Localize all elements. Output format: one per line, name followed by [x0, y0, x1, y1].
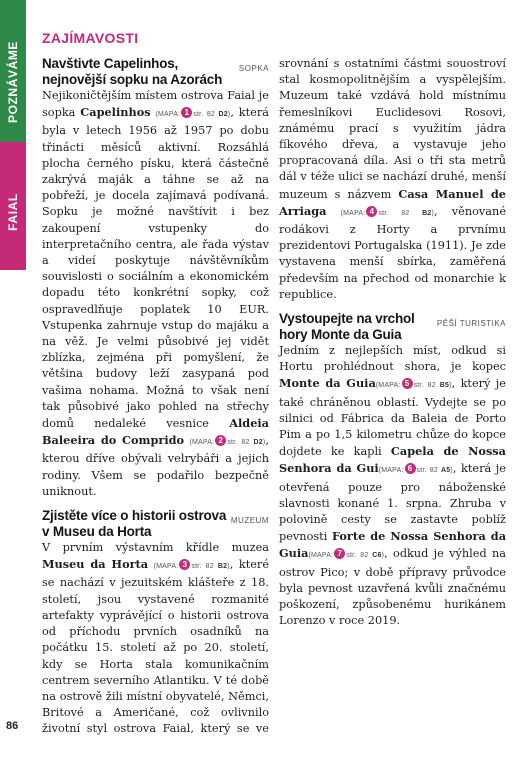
- map-pin-icon: 2: [215, 435, 226, 446]
- map-pin-icon: 6: [405, 463, 416, 474]
- place-name: Monte da Guia: [279, 376, 376, 391]
- category-tag: SOPKA: [238, 64, 269, 73]
- page-number: 86: [6, 720, 19, 732]
- category-tag: MUZEUM: [230, 516, 269, 526]
- body-text: V prvním výstavním křídle muzea: [42, 541, 269, 555]
- sidebar-region-label: FAIAL: [6, 193, 20, 231]
- map-page-label: str. 82: [413, 382, 436, 390]
- map-reference: (MAPA: 3 str. 82 B2): [153, 560, 230, 571]
- grid-reference: B5: [439, 382, 450, 390]
- map-page-label: str. 82: [191, 563, 214, 571]
- grid-reference: B2: [217, 563, 228, 571]
- place-name: Capelinhos: [80, 105, 151, 120]
- grid-reference: D2: [218, 111, 228, 119]
- map-page-label: str. 82: [346, 552, 369, 560]
- place-name: Aldeia Baleeira do Comprido: [42, 416, 269, 448]
- grid-reference: B2: [422, 209, 432, 217]
- body-text: , které se nachází v jezuitském klášteře z 18. století, jsou vystavené rozmanité artefakty vyprávějící o historii ostrova od příchodu prvních osadníků na počátku 15. století až po 20. století, kdy se Horta stala komunikačním centrem severního Atlantiku. V té době na ostrově žili místní obyvatelé, Němci, Britové a Američané, což ovlivnilo životní styl ostrova Faial, který se ve srovnání s ostatními částmi souostroví stal kosmopolitnějším a vyspělejším. Muzeum také vzdává hold místnímu řemeslníkovi Euclidesovi Rosovi, známému prací s využitím jádra fíkového dřeva, a vystavuje jeho propracovaná díla. Asi o tři sta metrů dál v téže ulici se nachází druhé, menší muzeum s názvem: [42, 57, 506, 736]
- body-text: , který je také chráněnou oblastí. Vydejte se po silnici od Fábrica da Baleia de Porto Pim a po 1,5 kilometru chůze do kopce dojdete ke kapli: [279, 377, 506, 459]
- grid-reference: D2: [253, 439, 263, 447]
- map-reference: (MAPA: 7 str. 82 C6): [308, 549, 385, 560]
- map-reference: (MAPA: 6 str. 82 A5): [378, 464, 453, 475]
- body-text: , odkud je výhled na ostrov Pico; v době přípravy průvodce byla pevnost uzavřená kvůli značnému poškození, způsobenému hurikánem Lorenzo v roce 2019.: [279, 547, 506, 628]
- section-title: ZAJÍMAVOSTI: [42, 30, 139, 46]
- body-text: , kterou dříve obývali velrybáři a jejich rodiny. Všem se podařilo bezpečně uniknout.: [42, 434, 270, 498]
- category-tag: PĚŠÍ TURISTIKA: [436, 319, 506, 329]
- place-name: Museu da Horta: [42, 557, 149, 572]
- map-label: MAPA:: [378, 382, 401, 390]
- map-pin-icon: 3: [179, 559, 190, 570]
- map-reference: (MAPA: 1 str. 82 D2): [155, 108, 231, 119]
- article-body-capelinhos: [42, 88, 269, 500]
- map-reference: (MAPA: 5 str. 82 B5): [375, 379, 452, 390]
- article-title: Navštivte Capelinhos, nejnovější sopku na Azorách: [42, 56, 223, 87]
- place-name: Casa Manuel de Arriaga: [279, 186, 506, 218]
- map-label: MAPA:: [311, 552, 334, 560]
- map-page-label: str. 82: [378, 209, 410, 217]
- map-pin-icon: 4: [366, 206, 377, 217]
- map-page-label: str. 82: [193, 111, 216, 119]
- left-column: [42, 56, 506, 746]
- body-text: , která byla v letech 1956 až 1957 po dobu třinácti měsíců aktivní. Rozsáhlá plocha černého písku, která částečně zakrývá maják a táhne se až na pobřeží, je docela zajímavá podívaná. Sopku je možné navštívit i bez zakoupení vstupenky do interpretačního centra, ale řada výstav a videí poskytuje návštěvníkům souvislosti o sociálním a ekonomickém dopadu této konkrétní sopky, což ospravedlňuje poplatek 10 EUR. Vstupenka zahrnuje vstup do majáku a na věž. Je velmi působivé jej vidět zblízka, zejména při pomyšlení, že většina budovy leží zasypaná pod vašima nohama. Možná to však není tak působivé jako pohled na střechy domů nedaleké vesnice: [42, 106, 269, 431]
- map-label: MAPA:: [381, 467, 404, 475]
- place-name: Capela de Nossa Senhora da Gui: [279, 444, 506, 476]
- sidebar-section-label: POZNÁVÁME: [6, 40, 20, 124]
- article-title: Vystoupejte na vrchol hory Monte da Guia: [279, 311, 415, 343]
- map-pin-icon: 1: [181, 107, 192, 118]
- grid-reference: A5: [441, 467, 451, 475]
- body-text: , která je otevřená pouze pro náboženské slavnosti konané 1. srpna. Zhruba v polovině cesty se zastavte poblíž pevnosti: [279, 462, 506, 544]
- map-pin-icon: 5: [402, 378, 413, 389]
- body-text: , věnované rodákovi z Horty a prvnímu prezidentovi Portugalska (1911). Je zde vystavena menší sbírka, zaměřená především na přechod od monarchie k republice.: [279, 204, 506, 301]
- map-page-label: str. 82: [416, 467, 438, 475]
- article-heading-museum: [42, 508, 269, 540]
- grid-reference: C6: [372, 552, 382, 560]
- map-label: MAPA:: [156, 563, 179, 571]
- article-heading-capelinhos: [42, 56, 269, 88]
- map-reference: (MAPA: 2 str. 82 D2): [189, 436, 266, 447]
- body-text: Nejikoničtějším místem ostrova Faial je sopka: [42, 89, 269, 120]
- map-pin-icon: 7: [334, 548, 345, 559]
- place-name: Forte de Nossa Senhora da Guia: [279, 529, 507, 561]
- map-reference: (MAPA: 4 str. 82 B2): [340, 206, 435, 217]
- map-label: MAPA:: [192, 439, 215, 447]
- body-text: Jedním z nejlepších míst, odkud si Hortu prohlédnout shora, je kopec: [279, 344, 506, 374]
- article-body-monte-da-guia: [279, 343, 506, 629]
- article-heading-monte-da-guia: [279, 311, 506, 343]
- map-label: MAPA:: [343, 209, 366, 217]
- map-label: MAPA:: [158, 111, 181, 119]
- article-title: Zjistěte více o historii ostrova v Museu da Horta: [42, 508, 227, 540]
- map-page-label: str. 82: [227, 439, 250, 447]
